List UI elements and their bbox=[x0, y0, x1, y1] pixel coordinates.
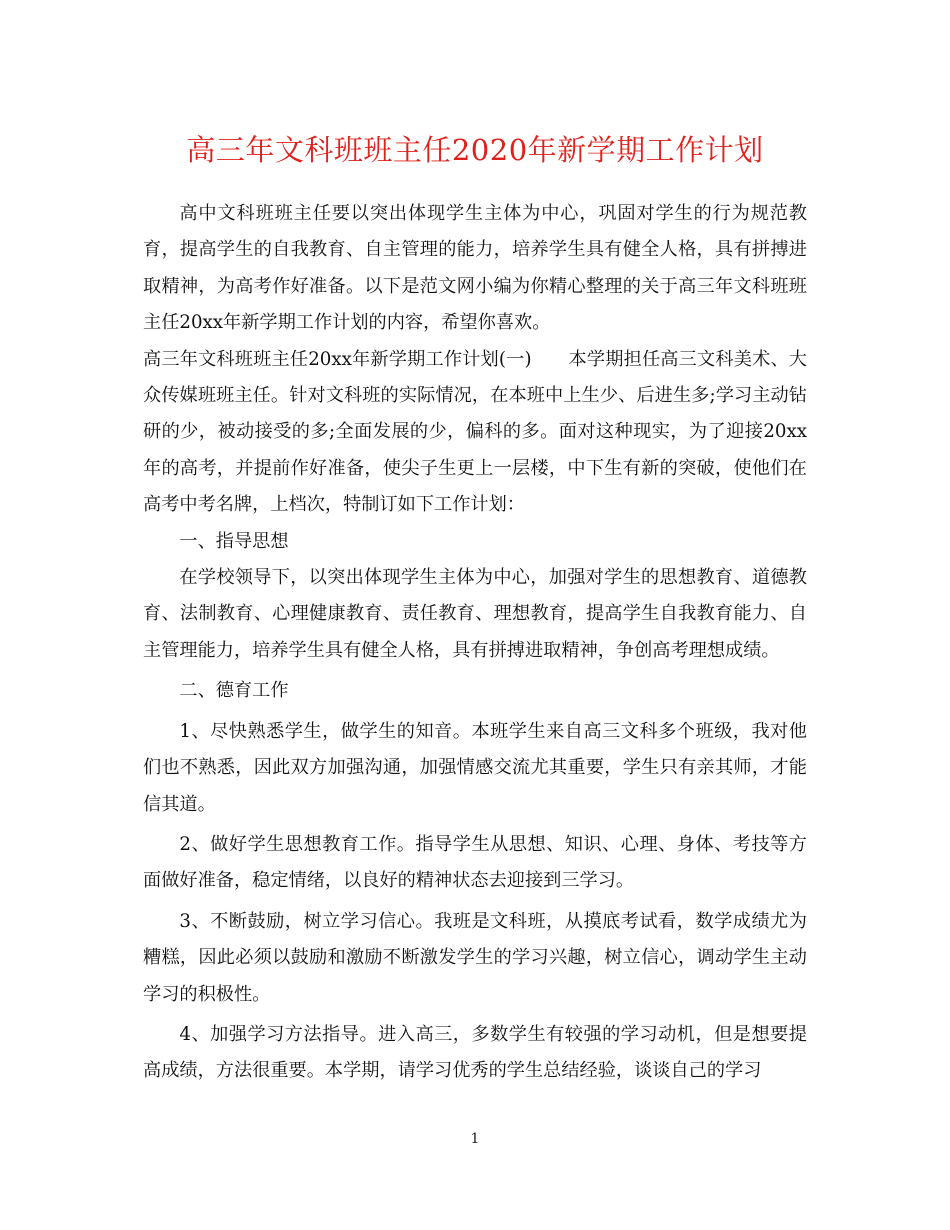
guiding-ideology-paragraph: 在学校领导下，以突出体现学生主体为中心，加强对学生的思想教育、道德教育、法制教育、心理健康教育、责任教育、理想教育，提高学生自我教育能力、自主管理能力，培养学生具有健全人格，具有拼搏进取精神，争创高考理想成绩。 bbox=[143, 567, 807, 661]
moral-item-4: 4、加强学习方法指导。进入高三，多数学生有较强的学习动机，但是想要提高成绩，方法很重要。本学期，请学习优秀的学生总结经验，谈谈自己的学习 bbox=[143, 1023, 807, 1082]
intro-paragraph: 高中文科班班主任要以突出体现学生主体为中心，巩固对学生的行为规范教育，提高学生的自我教育、自主管理的能力，培养学生具有健全人格，具有拼搏进取精神，为高考作好准备。以下是范文网小编为你精心整理的关于高三年文科班班主任20xx年新学期工作计划的内容，希望你喜欢。 bbox=[143, 203, 807, 334]
moral-item-2: 2、做好学生思想教育工作。指导学生从思想、知识、心理、身体、考技等方面做好准备，稳定情绪，以良好的精神状态去迎接到三学习。 bbox=[143, 833, 807, 892]
page-number: 1 bbox=[470, 1131, 480, 1147]
section-heading-guiding-ideology: 一、指导思想 bbox=[179, 530, 289, 552]
moral-item-1: 1、尽快熟悉学生，做学生的知音。本班学生来自高三文科多个班级，我对他们也不熟悉，因此双方加强沟通，加强情感交流尤其重要，学生只有亲其师，才能信其道。 bbox=[143, 720, 807, 815]
moral-item-3: 3、不断鼓励，树立学习信心。我班是文科班，从摸底考试看，数学成绩尤为糟糕，因此必须以鼓励和激励不断激发学生的学习兴趣，树立信心，调动学生主动学习的积极性。 bbox=[143, 910, 807, 1005]
document-body bbox=[143, 196, 807, 1090]
document-title: 高三年文科班班主任2020年新学期工作计划 bbox=[186, 133, 764, 167]
plan-one-paragraph: 高三年文科班班主任20xx年新学期工作计划(一) 本学期担任高三文科美术、大众传媒班班主任。针对文科班的实际情况，在本班中上生少、后进生多;学习主动钻研的少，被动接受的多;全面发展的少，偏科的多。面对这种现实，为了迎接20xx年的高考，并提前作好准备，使尖子生更上一层楼，中下生有新的突破，使他们在高考中考名牌，上档次，特制订如下工作计划： bbox=[143, 348, 807, 516]
section-heading-moral-education: 二、德育工作 bbox=[179, 680, 289, 702]
